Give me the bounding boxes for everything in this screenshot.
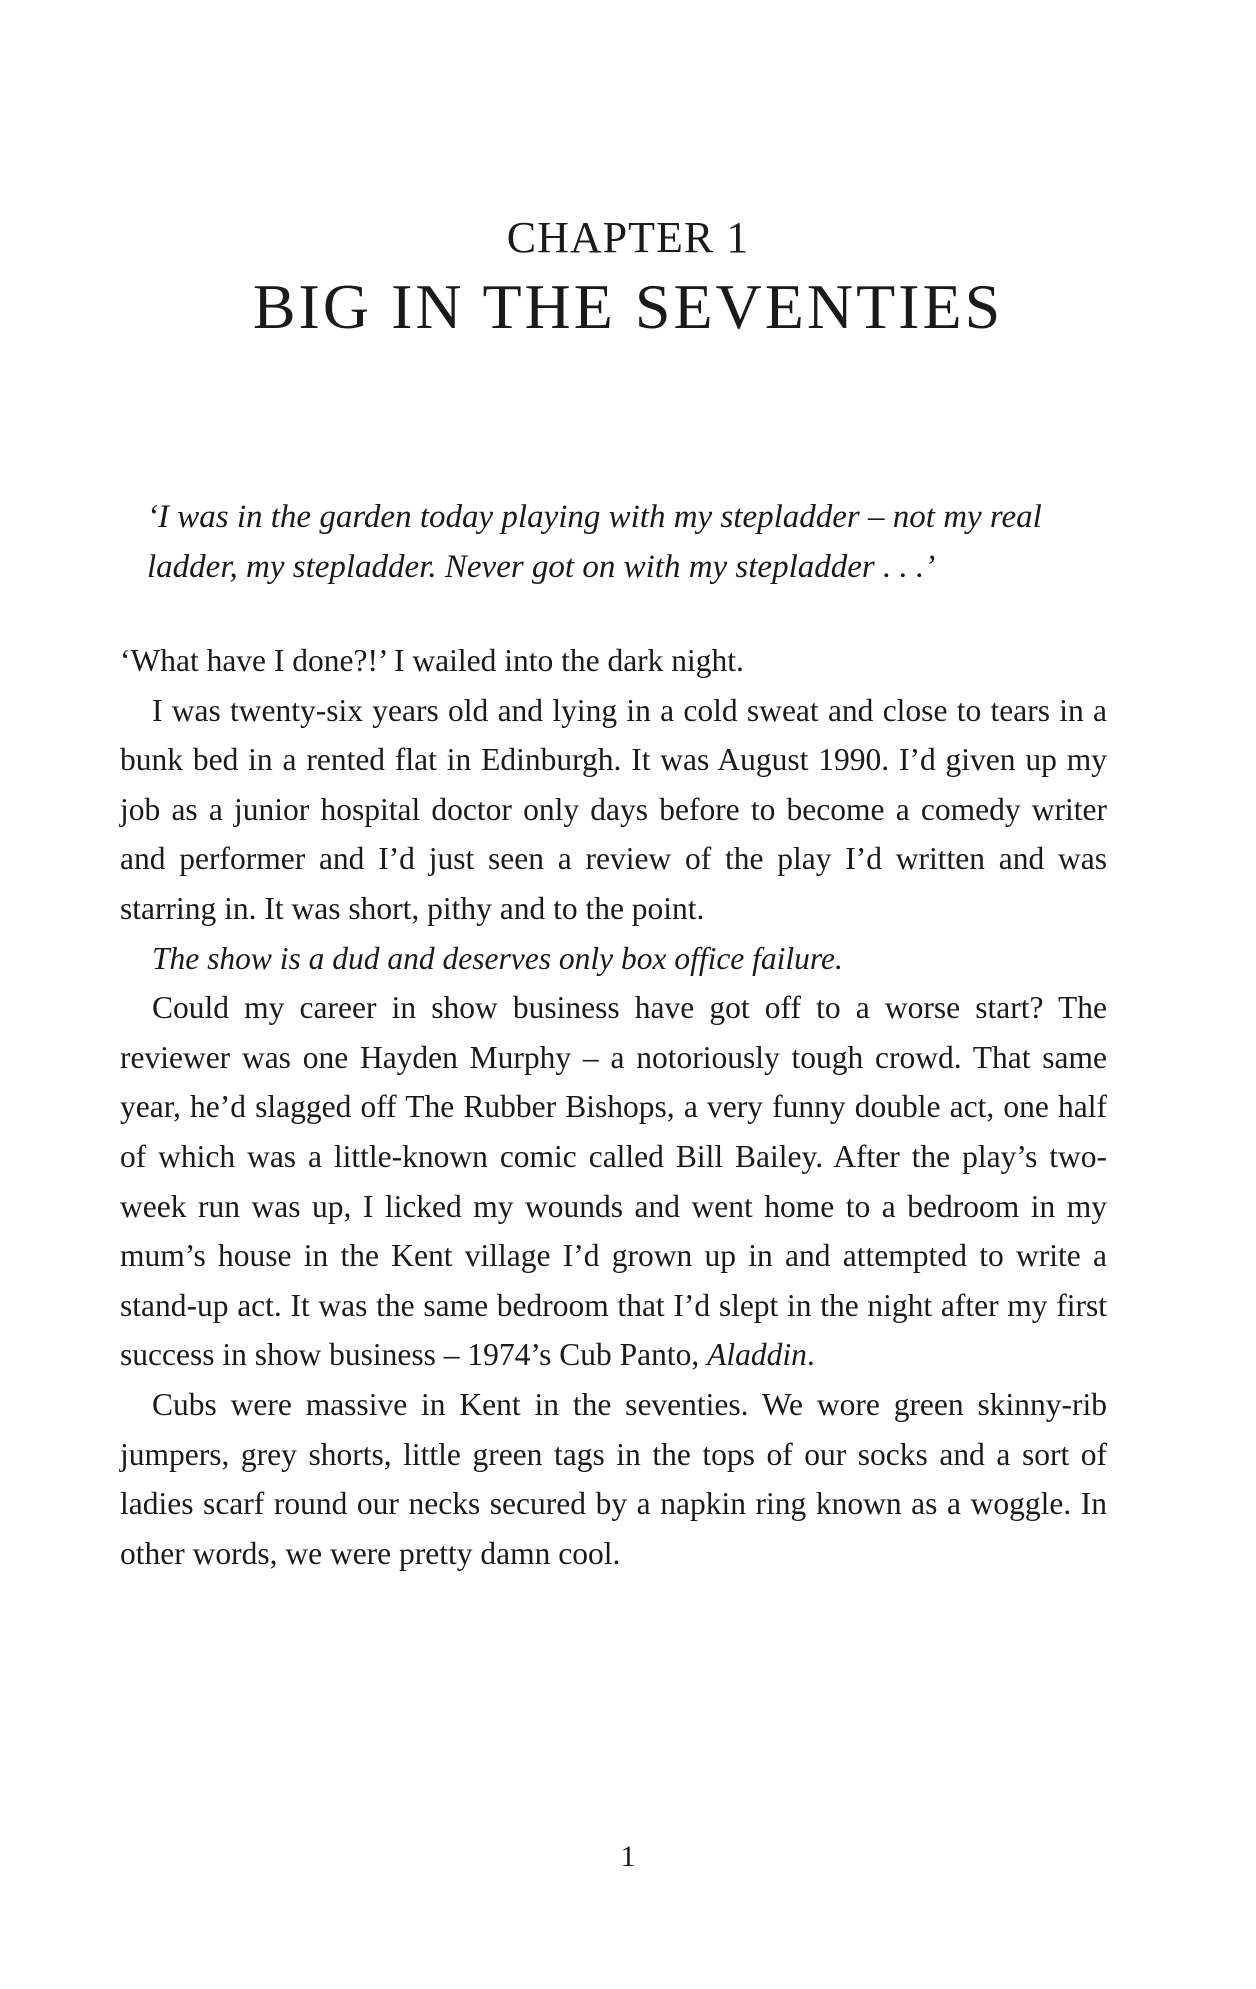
panto-title: Aladdin (707, 1337, 807, 1373)
review-quote: The show is a dud and deserves only box office failure. (152, 940, 843, 976)
page-number: 1 (620, 1840, 636, 1873)
body-text (120, 636, 1107, 1578)
paragraph (120, 983, 1107, 1380)
epigraph-quote: ‘I was in the garden today playing with my stepladder – not my real ladder, my stepladder. Never got on with my stepladder . . .’ (147, 499, 1042, 585)
paragraph-text: Could my career in show business have got off to a worse start? The reviewer was one Hayden Murphy – a notoriously tough crowd. That same year, he’d slagged off The Rubber Bishops, a very funny double act, one half of which was a little-known comic called Bill Bailey. After the play’s two-week run was up, I licked my wounds and went home to a bedroom in my mum’s house in the Kent village I’d grown up in and attempted to write a stand-up act. It was the same bedroom that I’d slept in the night after my first success in show business – 1974’s Cub Panto, (120, 990, 1107, 1373)
epigraph (147, 492, 1077, 592)
paragraph: Cubs were massive in Kent in the seventies. We wore green skinny-rib jumpers, grey shorts, little green tags in the tops of our socks and a sort of ladies scarf round our necks secured by a napkin ring known as a woggle. In other words, we were pretty damn cool. (120, 1386, 1107, 1571)
paragraph-text-end: . (806, 1337, 815, 1373)
chapter-number: CHAPTER 1 (506, 213, 750, 262)
chapter-title: BIG IN THE SEVENTIES (252, 271, 1004, 342)
paragraph: ‘What have I done?!’ I wailed into the dark night. (120, 643, 744, 678)
paragraph: I was twenty-six years old and lying in a cold sweat and close to tears in a bunk bed in a rented flat in Edinburgh. It was August 1990. I’d given up my job as a junior hospital doctor only days before to become a comedy writer and performer and I’d just seen a review of the play I’d written and was starring in. It was short, pithy and to the point. (120, 692, 1107, 926)
